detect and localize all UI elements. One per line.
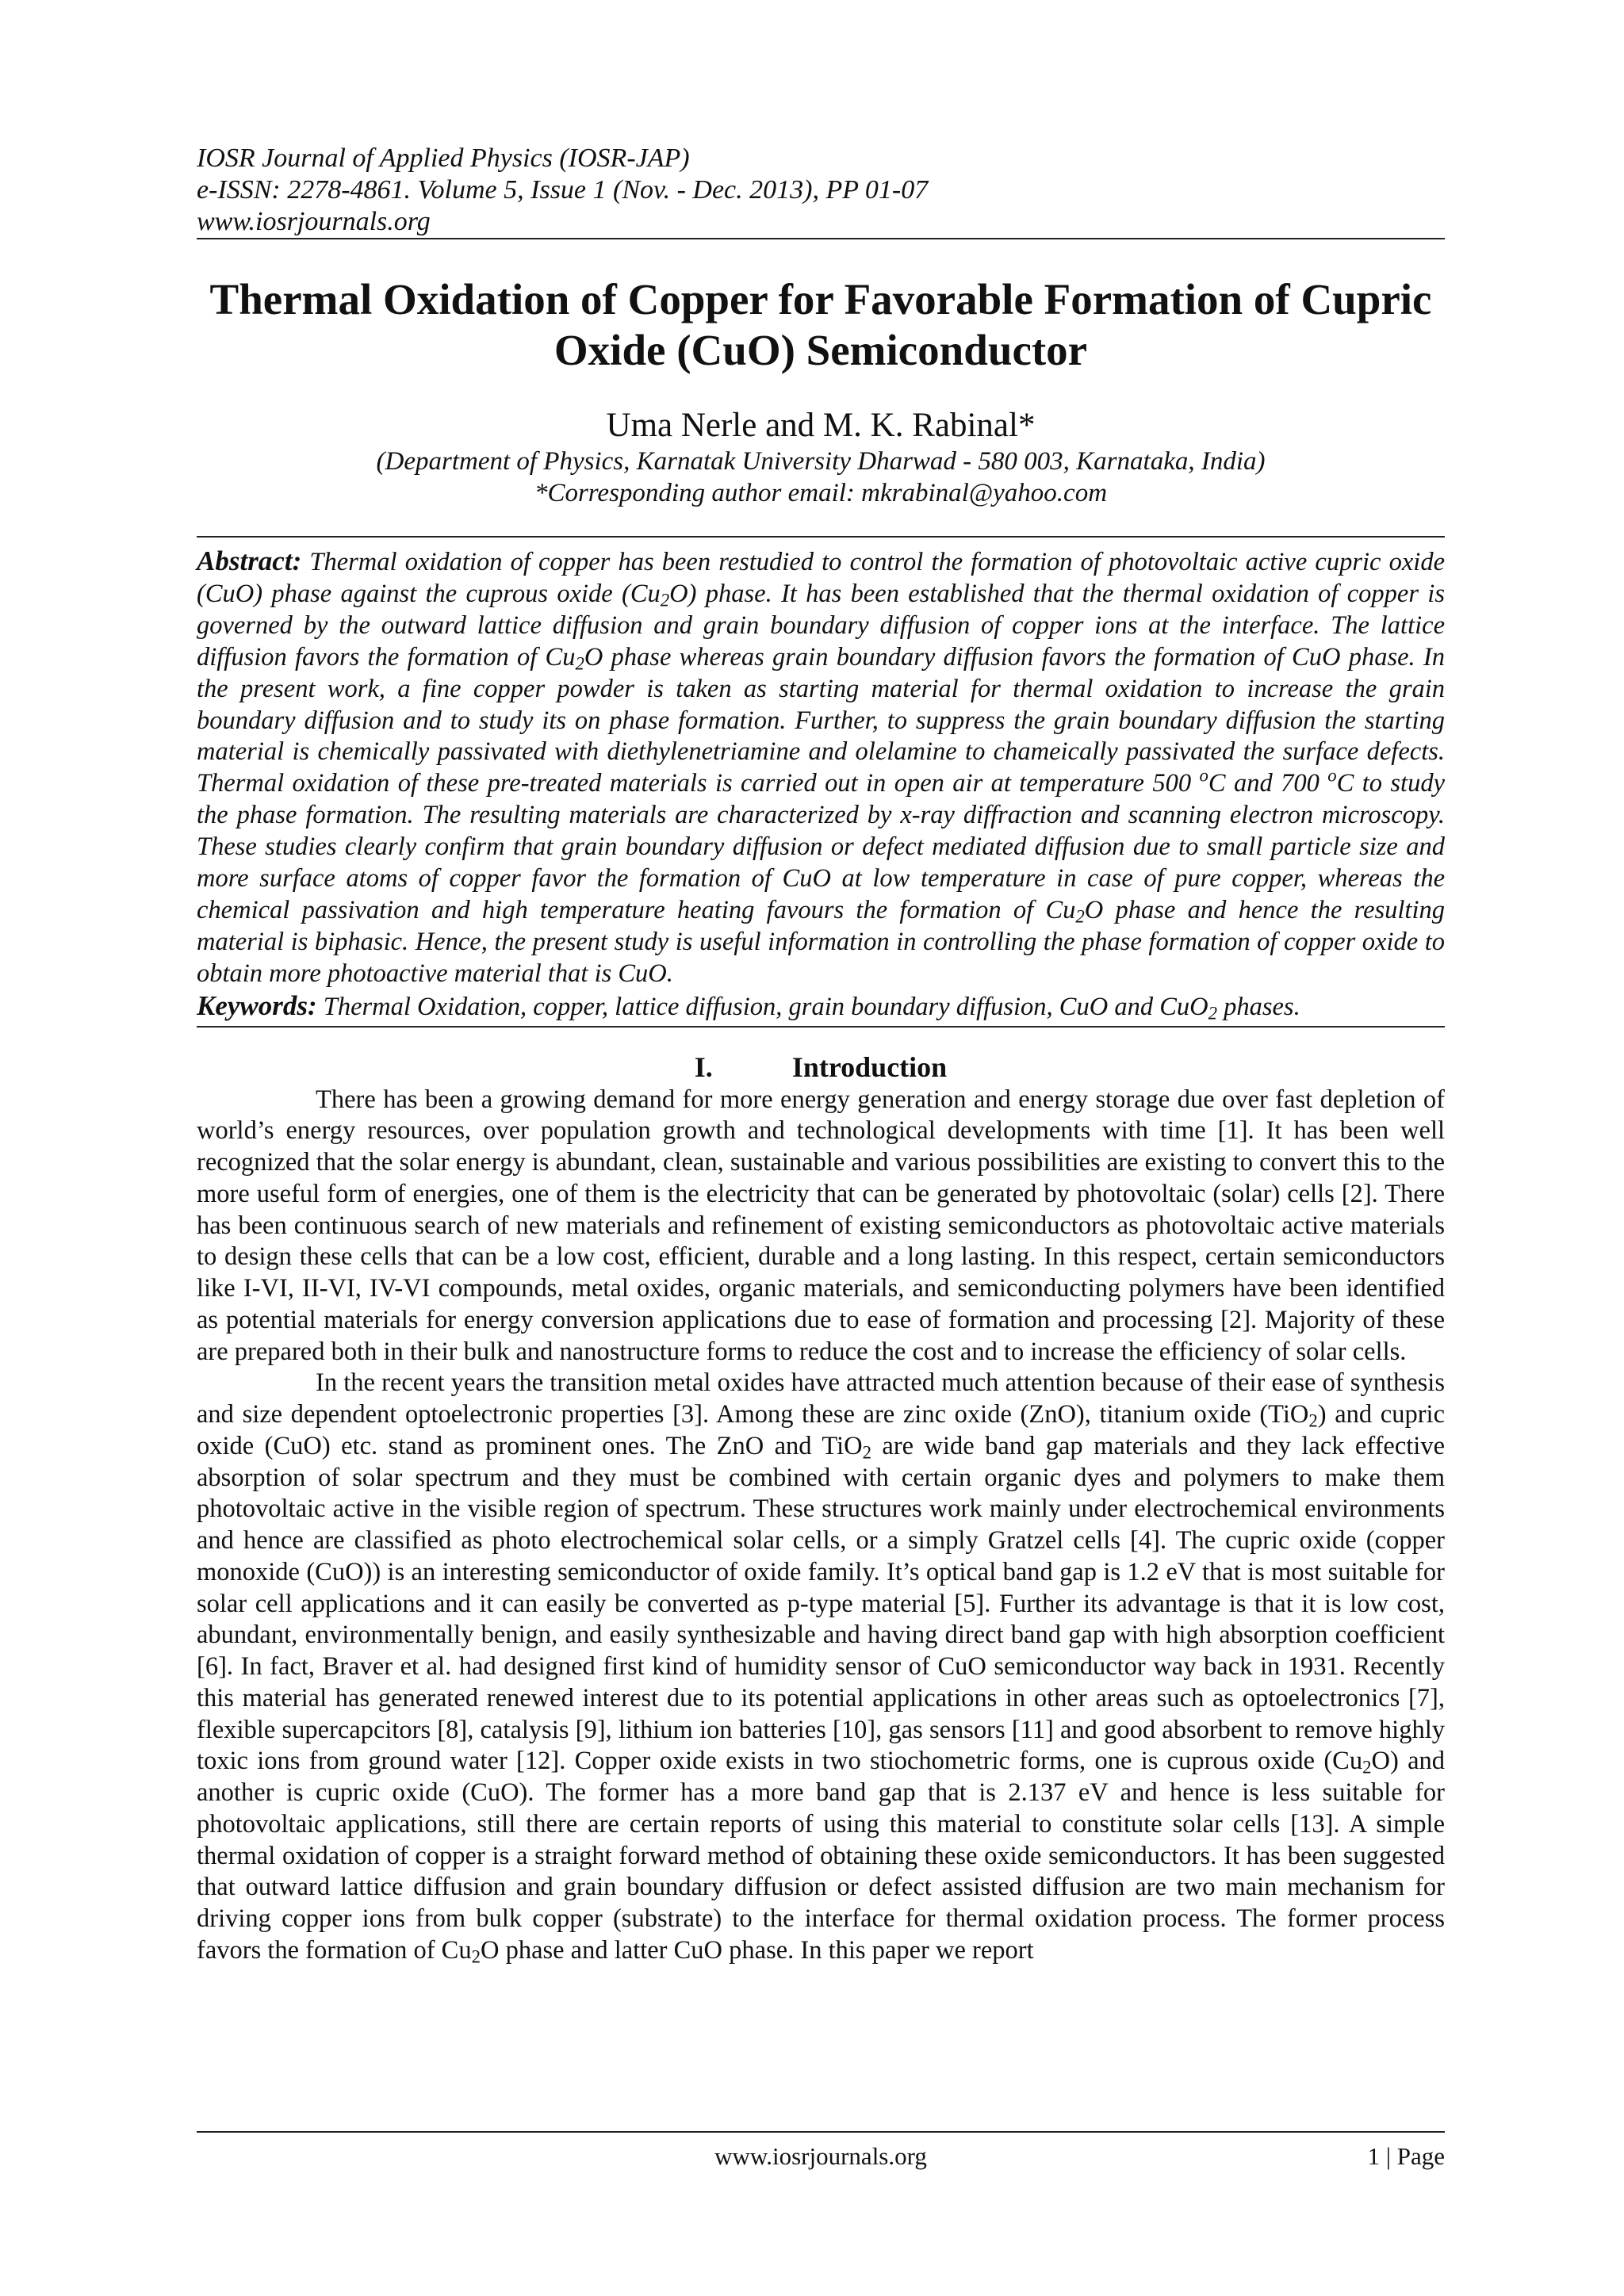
introduction-body	[197, 1085, 1445, 1967]
intro-paragraph-2: In the recent years the transition metal oxides have attracted much attention because of their ease of synthesis and size dependent optoelectronic properties [3]. Among these are zinc oxide (ZnO), titanium oxide (TiO$_2$) and cupric oxide (CuO) etc. stand as prominent ones. The ZnO and TiO$_2$ are wide band gap materials and they lack effective absorption of solar spectrum and they must be combined with certain organic dyes and polymers to make them photovoltaic active in the visible region of spectrum. These structures work mainly under electrochemical environments and hence are classified as photo electrochemical solar cells, or a simply Gratzel cells [4]. The cupric oxide (copper monoxide (CuO)) is an interesting semiconductor of oxide family. It’s optical band gap is 1.2 eV that is most suitable for solar cell applications and it can easily be converted as p-type material [5]. Further its advantage is that it is low cost, abundant, environmentally benign, and easily synthesizable and having direct band gap with high absorption coefficient [6]. In fact, Braver et al. had designed first kind of humidity sensor of CuO semiconductor way back in 1931. Recently this material has generated renewed interest due to its potential applications in other areas such as optoelectronics [7], flexible supercapcitors [8], catalysis [9], lithium ion batteries [10], gas sensors [11] and good absorbent to remove highly toxic ions from ground water [12]. Copper oxide exists in two stiochometric forms, one is cuprous oxide $(Cu_2O)$ and another is cupric oxide (CuO). The former has a more band gap that is 2.137 eV and hence is less suitable for photovoltaic applications, still there are certain reports of using this material to constitute solar cells [13]. A simple thermal oxidation of copper is a straight forward method of obtaining these oxide semiconductors. It has been suggested that outward lattice diffusion and grain boundary diffusion or defect assisted diffusion are two main mechanism for driving copper ions from bulk copper (substrate) to the interface for thermal oxidation process. The former process favors the formation of $Cu_2O$ phase and latter CuO phase. In this paper we report	[197, 1368, 1446, 1967]
section-heading-introduction	[197, 1050, 1445, 1085]
page-number: 1 | Page	[1367, 2142, 1445, 2170]
abstract-label: Abstract:	[197, 545, 302, 576]
keywords: Keywords: Thermal Oxidation, copper, lattice diffusion, grain boundary diffusion, CuO and CuO$_2$ phases.	[197, 989, 1300, 1024]
corresponding-author: *Corresponding author email: mkrabinal@yahoo.com	[534, 479, 1108, 507]
abstract: Abstract: Thermal oxidation of copper has been restudied to control the formation of photovoltaic active cupric oxide (CuO) phase against the cuprous oxide $(Cu_2O)$ phase. It has been established that the thermal oxidation of copper is governed by the outward lattice diffusion and grain boundary diffusion of copper ions at the interface. The lattice diffusion favors the formation of $Cu_2O$ phase whereas grain boundary diffusion favors the formation of CuO phase. In the present work, a fine copper powder is taken as starting material for thermal oxidation to increase the grain boundary diffusion and to study its on phase formation. Further, to suppress the grain boundary diffusion the starting material is chemically passivated with diethylenetriamine and olelamine to chameically passivated the surface defects. Thermal oxidation of these pre-treated materials is carried out in open air at temperature 500 $^o$C and 700 $^o$C to study the phase formation. The resulting materials are characterized by x-ray diffraction and scanning electron microscopy. These studies clearly confirm that grain boundary diffusion or defect mediated diffusion due to small particle size and more surface atoms of copper favor the formation of CuO at low temperature in case of pure copper, whereas the chemical passivation and high temperature heating favours the formation of $Cu_2O$ phase and hence the resulting material is biphasic. Hence, the present study is useful information in controlling the phase formation of copper oxide to obtain more photoactive material that is CuO.	[197, 545, 1446, 988]
title-line-1: Thermal Oxidation of Copper for Favorable Formation of Cupric	[209, 275, 1432, 323]
authors: Uma Nerle and M. K. Rabinal*	[606, 407, 1036, 444]
affiliation: (Department of Physics, Karnatak University Dharwad - 580 003, Karnataka, India)	[376, 447, 1266, 476]
journal-name: IOSR Journal of Applied Physics (IOSR-JAP)	[197, 144, 690, 173]
section-title: Introduction	[791, 1050, 948, 1083]
journal-website: www.iosrjournals.org	[197, 207, 431, 236]
journal-header	[197, 143, 1445, 238]
intro-paragraph-1: There has been a growing demand for more energy generation and energy storage due over fast depletion of world’s energy resources, over population growth and technological developments with time [1]. It has been well recognized that the solar energy is abundant, clean, sustainable and various possibilities are existing to convert this to the more useful form of energies, one of them is the electricity that can be generated by photovoltaic (solar) cells [2]. There has been continuous search of new materials and refinement of existing semiconductors as photovoltaic active materials to design these cells that can be a low cost, efficient, durable and a long lasting. In this respect, certain semiconductors like I-VI, II-VI, IV-VI compounds, metal oxides, organic materials, and semiconducting polymers have been identified as potential materials for energy conversion applications due to ease of formation and processing [2]. Majority of these are prepared both in their bulk and nanostructure forms to reduce the cost and to increase the efficiency of solar cells.	[197, 1085, 1445, 1366]
issn-line: e-ISSN: 2278-4861. Volume 5, Issue 1 (Nov. - Dec. 2013), PP 01-07	[197, 175, 929, 205]
header-divider	[197, 238, 1445, 239]
footer-website: www.iosrjournals.org	[714, 2142, 927, 2170]
footer-divider	[197, 2131, 1445, 2133]
page-footer	[197, 2131, 1445, 2177]
title-line-2: Oxide (CuO) Semiconductor	[553, 326, 1088, 374]
section-number: I.	[694, 1050, 713, 1083]
paper-page	[197, 143, 1445, 1967]
abstract-box	[197, 536, 1445, 1027]
paper-title	[197, 274, 1445, 376]
keywords-label: Keywords:	[197, 989, 317, 1021]
